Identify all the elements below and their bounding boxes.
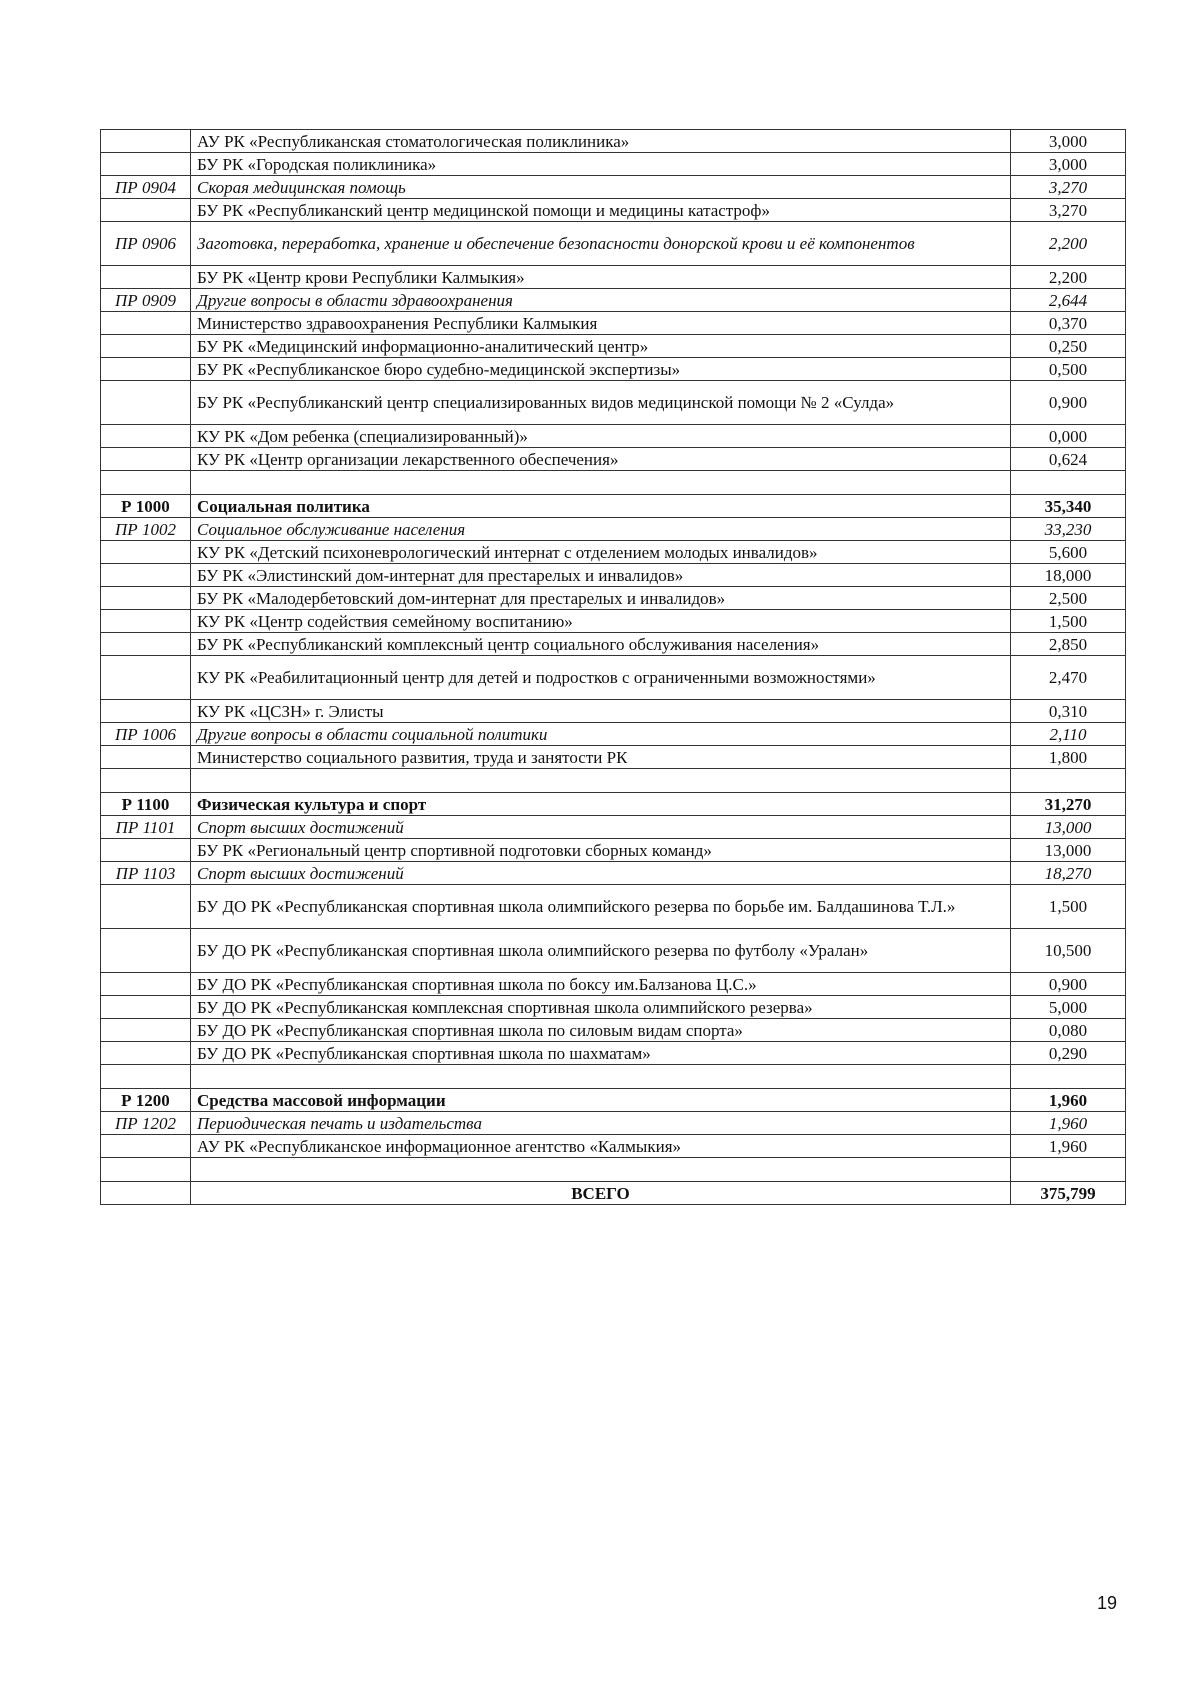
code-cell — [101, 266, 191, 289]
value-cell: 0,310 — [1011, 700, 1126, 723]
value-cell: 1,500 — [1011, 610, 1126, 633]
value-cell: 5,000 — [1011, 996, 1126, 1019]
table-row — [101, 1042, 1126, 1065]
name-cell: БУ ДО РК «Республиканская спортивная школа по боксу им.Балзанова Ц.С.» — [191, 973, 1011, 996]
name-cell: Заготовка, переработка, хранение и обеспечение безопасности донорской крови и её компонентов — [191, 222, 1011, 266]
name-cell: БУ РК «Центр крови Республики Калмыкия» — [191, 266, 1011, 289]
code-cell — [101, 471, 191, 495]
value-cell: 13,000 — [1011, 816, 1126, 839]
name-cell: Периодическая печать и издательства — [191, 1112, 1011, 1135]
code-cell — [101, 541, 191, 564]
value-cell: 2,644 — [1011, 289, 1126, 312]
name-cell: КУ РК «Дом ребенка (специализированный)» — [191, 425, 1011, 448]
value-cell: 0,900 — [1011, 381, 1126, 425]
code-cell — [101, 335, 191, 358]
value-cell: 18,000 — [1011, 564, 1126, 587]
code-cell — [101, 312, 191, 335]
table-row — [101, 996, 1126, 1019]
table-row — [101, 564, 1126, 587]
subsection-row — [101, 176, 1126, 199]
code-cell — [101, 153, 191, 176]
table-row — [101, 153, 1126, 176]
subsection-row — [101, 222, 1126, 266]
table-row — [101, 335, 1126, 358]
name-cell: КУ РК «Центр содействия семейному воспитанию» — [191, 610, 1011, 633]
code-cell — [101, 199, 191, 222]
value-cell — [1011, 1158, 1126, 1182]
value-cell: 0,290 — [1011, 1042, 1126, 1065]
table-row — [101, 1135, 1126, 1158]
code-cell: ПР 1002 — [101, 518, 191, 541]
name-cell: Средства массовой информации — [191, 1089, 1011, 1112]
name-cell: Скорая медицинская помощь — [191, 176, 1011, 199]
code-cell — [101, 746, 191, 769]
table-row — [101, 746, 1126, 769]
code-cell — [101, 973, 191, 996]
code-cell — [101, 425, 191, 448]
value-cell: 2,470 — [1011, 656, 1126, 700]
value-cell: 18,270 — [1011, 862, 1126, 885]
value-cell: 13,000 — [1011, 839, 1126, 862]
value-cell: 1,500 — [1011, 885, 1126, 929]
table-row — [101, 700, 1126, 723]
value-cell: 0,900 — [1011, 973, 1126, 996]
table-row — [101, 610, 1126, 633]
table-row — [101, 929, 1126, 973]
name-cell: Другие вопросы в области социальной политики — [191, 723, 1011, 746]
value-cell: 10,500 — [1011, 929, 1126, 973]
code-cell — [101, 1065, 191, 1089]
value-cell: 2,110 — [1011, 723, 1126, 746]
name-cell — [191, 1158, 1011, 1182]
code-cell — [101, 1182, 191, 1205]
name-cell — [191, 471, 1011, 495]
value-cell — [1011, 471, 1126, 495]
code-cell — [101, 1158, 191, 1182]
name-cell: КУ РК «Центр организации лекарственного обеспечения» — [191, 448, 1011, 471]
value-cell: 35,340 — [1011, 495, 1126, 518]
subsection-row — [101, 289, 1126, 312]
spacer-row — [101, 471, 1126, 495]
name-cell: БУ РК «Республиканский центр медицинской помощи и медицины катастроф» — [191, 199, 1011, 222]
table-row — [101, 587, 1126, 610]
table-row — [101, 839, 1126, 862]
name-cell: Спорт высших достижений — [191, 862, 1011, 885]
value-cell: 2,850 — [1011, 633, 1126, 656]
code-cell — [101, 929, 191, 973]
table-row — [101, 130, 1126, 153]
table-row — [101, 312, 1126, 335]
code-cell — [101, 885, 191, 929]
table-row — [101, 448, 1126, 471]
code-cell — [101, 996, 191, 1019]
value-cell: 3,270 — [1011, 199, 1126, 222]
value-cell: 375,799 — [1011, 1182, 1126, 1205]
spacer-row — [101, 769, 1126, 793]
name-cell — [191, 1065, 1011, 1089]
code-cell — [101, 656, 191, 700]
name-cell: АУ РК «Республиканское информационное агентство «Калмыкия» — [191, 1135, 1011, 1158]
value-cell: 3,000 — [1011, 130, 1126, 153]
name-cell: АУ РК «Республиканская стоматологическая поликлиника» — [191, 130, 1011, 153]
table-row — [101, 541, 1126, 564]
code-cell: ПР 1103 — [101, 862, 191, 885]
name-cell: БУ РК «Медицинский информационно-аналитический центр» — [191, 335, 1011, 358]
value-cell: 5,600 — [1011, 541, 1126, 564]
value-cell: 1,960 — [1011, 1089, 1126, 1112]
code-cell: Р 1200 — [101, 1089, 191, 1112]
code-cell — [101, 564, 191, 587]
code-cell — [101, 1042, 191, 1065]
code-cell: ПР 0909 — [101, 289, 191, 312]
value-cell: 0,370 — [1011, 312, 1126, 335]
name-cell: ВСЕГО — [191, 1182, 1011, 1205]
code-cell: ПР 0904 — [101, 176, 191, 199]
code-cell — [101, 358, 191, 381]
value-cell: 3,000 — [1011, 153, 1126, 176]
name-cell — [191, 769, 1011, 793]
code-cell — [101, 610, 191, 633]
value-cell: 0,000 — [1011, 425, 1126, 448]
value-cell: 2,200 — [1011, 222, 1126, 266]
table-row — [101, 358, 1126, 381]
name-cell: БУ РК «Республиканский комплексный центр социального обслуживания населения» — [191, 633, 1011, 656]
name-cell: КУ РК «Реабилитационный центр для детей и подростков с ограниченными возможностями» — [191, 656, 1011, 700]
subsection-row — [101, 862, 1126, 885]
section-row — [101, 1089, 1126, 1112]
value-cell: 0,624 — [1011, 448, 1126, 471]
spacer-row — [101, 1065, 1126, 1089]
code-cell: ПР 1202 — [101, 1112, 191, 1135]
table-row — [101, 199, 1126, 222]
name-cell: БУ РК «Республиканский центр специализированных видов медицинской помощи № 2 «Сулда» — [191, 381, 1011, 425]
table-row — [101, 1019, 1126, 1042]
section-row — [101, 793, 1126, 816]
code-cell: Р 1000 — [101, 495, 191, 518]
code-cell — [101, 633, 191, 656]
code-cell — [101, 700, 191, 723]
table-row — [101, 973, 1126, 996]
subsection-row — [101, 816, 1126, 839]
value-cell: 0,080 — [1011, 1019, 1126, 1042]
budget-table — [100, 129, 1126, 1205]
code-cell: ПР 1006 — [101, 723, 191, 746]
value-cell: 0,500 — [1011, 358, 1126, 381]
budget-table-body — [101, 130, 1126, 1205]
name-cell: КУ РК «Детский психоневрологический интернат с отделением молодых инвалидов» — [191, 541, 1011, 564]
name-cell: БУ ДО РК «Республиканская спортивная школа по силовым видам спорта» — [191, 1019, 1011, 1042]
name-cell: БУ РК «Малодербетовский дом-интернат для престарелых и инвалидов» — [191, 587, 1011, 610]
name-cell: Социальное обслуживание населения — [191, 518, 1011, 541]
code-cell — [101, 381, 191, 425]
name-cell: Физическая культура и спорт — [191, 793, 1011, 816]
name-cell: Социальная политика — [191, 495, 1011, 518]
subsection-row — [101, 518, 1126, 541]
name-cell: Министерство социального развития, труда и занятости РК — [191, 746, 1011, 769]
table-row — [101, 885, 1126, 929]
name-cell: БУ ДО РК «Республиканская спортивная школа олимпийского резерва по футболу «Уралан» — [191, 929, 1011, 973]
value-cell: 31,270 — [1011, 793, 1126, 816]
page-number: 19 — [1097, 1593, 1118, 1613]
table-row — [101, 381, 1126, 425]
code-cell: Р 1100 — [101, 793, 191, 816]
value-cell: 1,800 — [1011, 746, 1126, 769]
spacer-row — [101, 1158, 1126, 1182]
value-cell — [1011, 769, 1126, 793]
subsection-row — [101, 1112, 1126, 1135]
code-cell — [101, 1135, 191, 1158]
table-row — [101, 656, 1126, 700]
name-cell: БУ ДО РК «Республиканская спортивная школа олимпийского резерва по борьбе им. Балдашинова Т.Л.» — [191, 885, 1011, 929]
value-cell: 2,500 — [1011, 587, 1126, 610]
name-cell: Министерство здравоохранения Республики Калмыкия — [191, 312, 1011, 335]
code-cell — [101, 130, 191, 153]
subsection-row — [101, 723, 1126, 746]
code-cell — [101, 839, 191, 862]
table-row — [101, 633, 1126, 656]
code-cell — [101, 448, 191, 471]
total-row — [101, 1182, 1126, 1205]
section-row — [101, 495, 1126, 518]
name-cell: БУ ДО РК «Республиканская комплексная спортивная школа олимпийского резерва» — [191, 996, 1011, 1019]
value-cell — [1011, 1065, 1126, 1089]
value-cell: 1,960 — [1011, 1112, 1126, 1135]
name-cell: БУ ДО РК «Республиканская спортивная школа по шахматам» — [191, 1042, 1011, 1065]
name-cell: Спорт высших достижений — [191, 816, 1011, 839]
table-row — [101, 425, 1126, 448]
value-cell: 2,200 — [1011, 266, 1126, 289]
value-cell: 3,270 — [1011, 176, 1126, 199]
value-cell: 0,250 — [1011, 335, 1126, 358]
name-cell: БУ РК «Республиканское бюро судебно-медицинской экспертизы» — [191, 358, 1011, 381]
value-cell: 33,230 — [1011, 518, 1126, 541]
code-cell — [101, 1019, 191, 1042]
value-cell: 1,960 — [1011, 1135, 1126, 1158]
code-cell — [101, 587, 191, 610]
name-cell: БУ РК «Региональный центр спортивной подготовки сборных команд» — [191, 839, 1011, 862]
code-cell: ПР 0906 — [101, 222, 191, 266]
name-cell: Другие вопросы в области здравоохранения — [191, 289, 1011, 312]
code-cell: ПР 1101 — [101, 816, 191, 839]
name-cell: КУ РК «ЦСЗН» г. Элисты — [191, 700, 1011, 723]
name-cell: БУ РК «Городская поликлиника» — [191, 153, 1011, 176]
name-cell: БУ РК «Элистинский дом-интернат для престарелых и инвалидов» — [191, 564, 1011, 587]
code-cell — [101, 769, 191, 793]
table-row — [101, 266, 1126, 289]
